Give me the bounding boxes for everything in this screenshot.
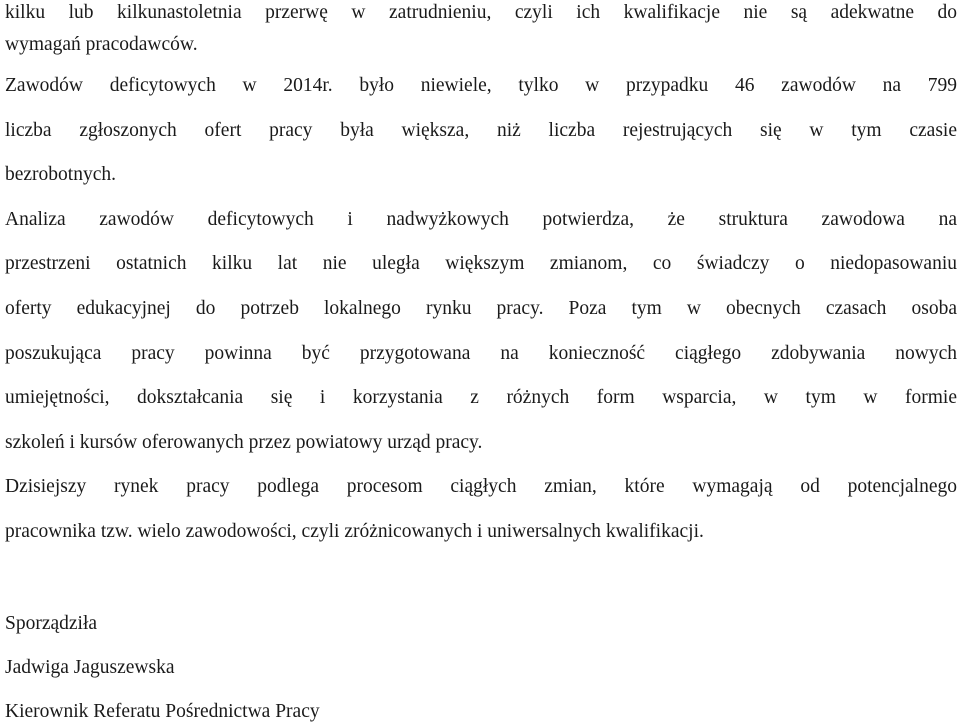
paragraph-1 [5,0,957,64]
paragraph-4 [5,465,957,554]
signature-position: Kierownik Referatu Pośrednictwa Pracy [5,701,320,722]
paragraph-line: poszukująca pracy powinna być przygotowana na konieczność ciągłego zdobywania nowych [5,342,957,364]
paragraph-line: wymagań pracodawców. [5,34,198,55]
paragraph-line: kilku lub kilkunastoletnia przerwę w zatrudnieniu, czyli ich kwalifikacje nie są adekwatne do [5,2,957,23]
paragraph-line: Zawodów deficytowych w 2014r. było niewiele, tylko w przypadku 46 zawodów na 799 [5,75,957,96]
paragraph-line: szkoleń i kursów oferowanych przez powiatowy urząd pracy. [5,431,483,453]
paragraph-line: oferty edukacyjnej do potrzeb lokalnego rynku pracy. Poza tym w obecnych czasach osoba [5,297,957,319]
paragraph-line: liczba zgłoszonych ofert pracy była większa, niż liczba rejestrujących się w tym czasie [5,119,957,141]
paragraph-3 [5,198,957,466]
paragraph-line: pracownika tzw. wielo zawodowości, czyli zróżnicowanych i uniwersalnych kwalifikacji. [5,520,704,542]
paragraph-line: Dzisiejszy rynek pracy podlega procesom ciągłych zmian, które wymagają od potencjalnego [5,476,957,498]
signature-name: Jadwiga Jaguszewska [5,657,175,678]
paragraph-line: przestrzeni ostatnich kilku lat nie uległa większym zmianom, co świadczy o niedopasowaniu [5,253,957,275]
paragraph-2 [5,64,957,198]
signature-label: Sporządziła [5,613,98,634]
paragraph-line: bezrobotnych. [5,164,117,186]
document-body [5,0,957,555]
paragraph-line: umiejętności, dokształcania się i korzystania z różnych form wsparcia, w tym w formie [5,387,957,409]
paragraph-line: Analiza zawodów deficytowych i nadwyżkowych potwierdza, że struktura zawodowa na [5,208,957,230]
